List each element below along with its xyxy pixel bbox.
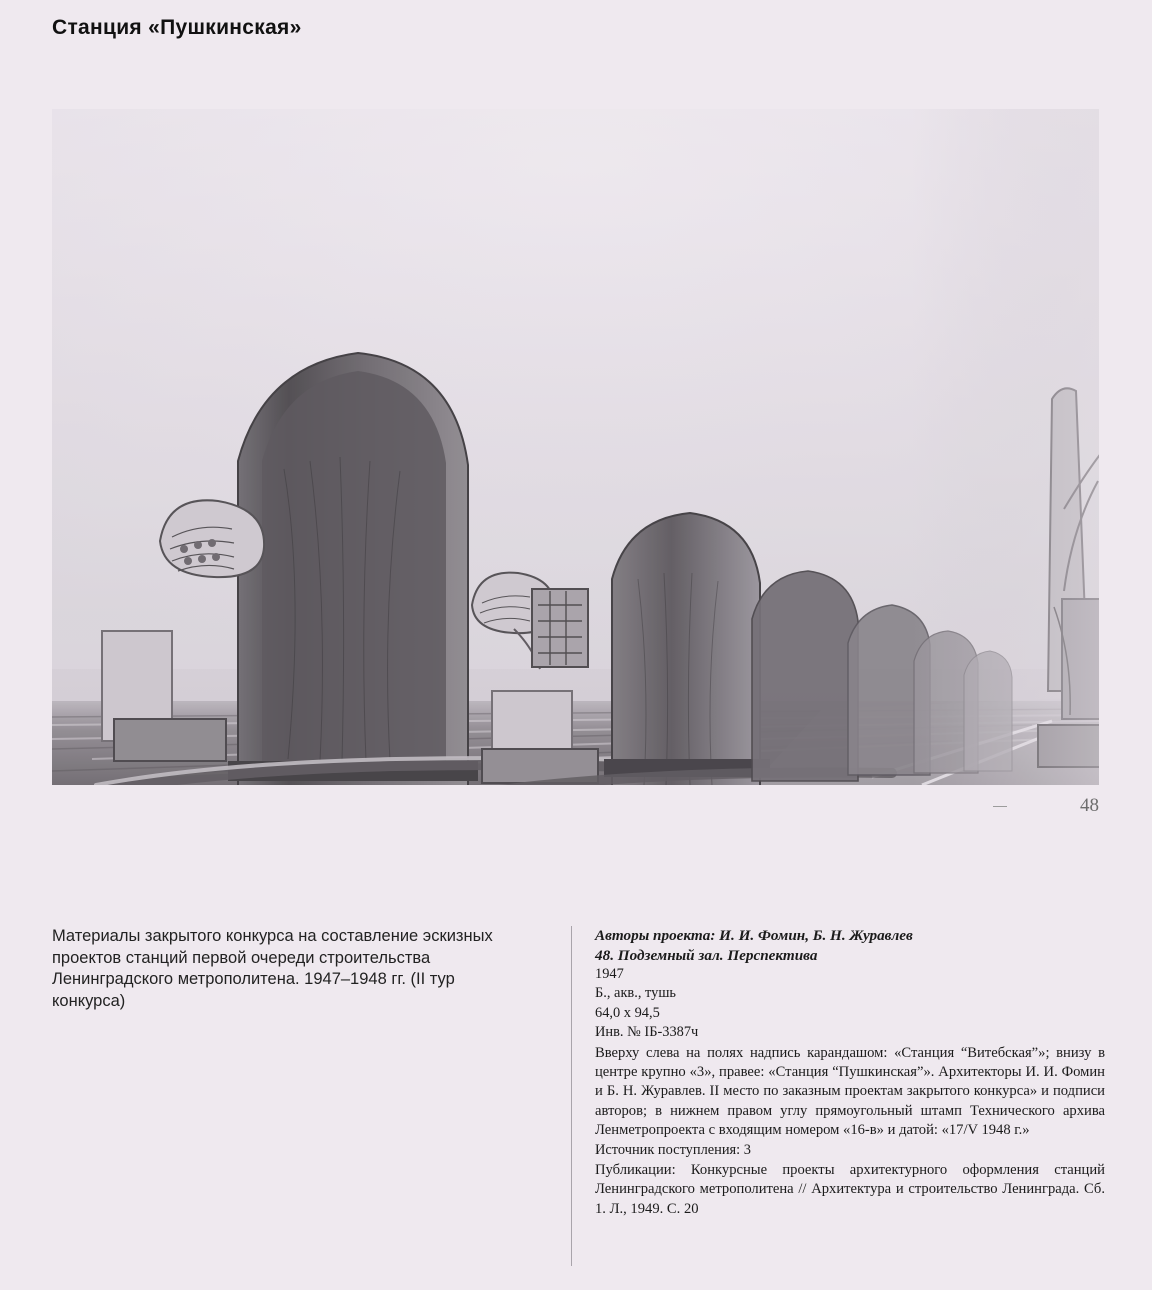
- plate-tick-mark: [993, 806, 1007, 807]
- plate-number: 48: [1080, 795, 1099, 816]
- record-source: Источник поступления: 3: [595, 1141, 751, 1158]
- illustration-plate: [52, 109, 1099, 785]
- record-inscription: Вверху слева на полях надпись карандашом: «Станция “Витебская”»; внизу в центре крупно «3», правее: «Станция “Пушкинская”». Архитекторы И. И. Фомин и Б. Н. Журавлев. II место по заказным проектам закрытого конкурса» и подписи авторов; в нижнем правом углу прямоугольный штамп Технического архива Ленметропроекта с входящим номером «16-в» и датой: «17/V 1948 г.»: [595, 1044, 1105, 1139]
- record-year: 1947: [595, 966, 624, 982]
- page-title: Станция «Пушкинская»: [52, 16, 302, 39]
- column-divider: [571, 926, 572, 1266]
- record-size: 64,0 х 94,5: [595, 1004, 660, 1021]
- record-technique: Б., акв., тушь: [595, 985, 676, 1002]
- competition-caption: Материалы закрытого конкурса на составление эскизных проектов станций первой очереди строительства Ленинградского метрополитена. 1947–1948 гг. (II тур конкурса): [52, 927, 493, 1010]
- record-publications: Публикации: Конкурсные проекты архитектурного оформления станций Ленинградского метрополитена // Архитектура и строительство Ленинграда. Сб. 1. Л., 1949. С. 20: [595, 1162, 1105, 1217]
- catalog-record: [595, 926, 1105, 1219]
- record-authors: Авторы проекта: И. И. Фомин, Б. Н. Журавлев: [595, 927, 913, 944]
- station-perspective-drawing: [52, 109, 1099, 785]
- caption-area: [52, 926, 1105, 1266]
- record-inventory: Инв. № IБ-3387ч: [595, 1024, 699, 1041]
- record-item-title: 48. Подземный зал. Перспектива: [595, 946, 818, 964]
